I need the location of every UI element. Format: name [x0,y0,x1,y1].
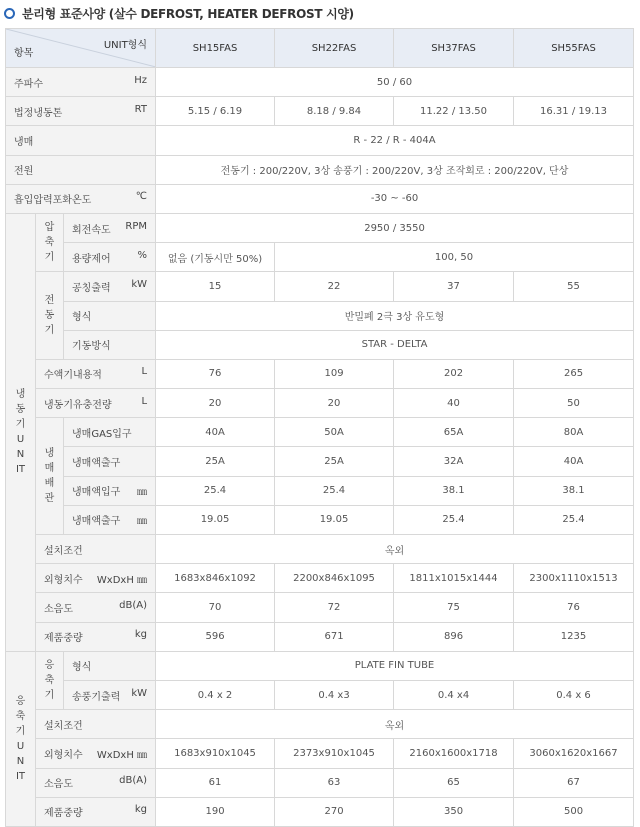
table-row [6,651,634,680]
cell-value: 76 [514,593,634,622]
cell-value: 671 [275,622,394,651]
group-label-motor: 전동기 [36,272,64,360]
cell-value: 0.4 x4 [394,680,514,709]
table-row [6,710,634,739]
cell-value: 19.05 [275,505,394,534]
table-row [6,535,634,564]
table-row [6,768,634,797]
cell-value: 1683x846x1092 [156,564,275,593]
cell-value: 25A [275,447,394,476]
table-row [6,330,634,359]
cell-value: 3060x1620x1667 [514,739,634,768]
cell-value: 1811x1015x1444 [394,564,514,593]
cell-value: 25.4 [394,505,514,534]
table-row [6,505,634,534]
row-label: 법정냉동톤 RT [6,97,156,126]
row-label: 외형치수 WxDxH ㎜ [36,739,156,768]
cell-value: 15 [156,272,275,301]
cell-value: 75 [394,593,514,622]
row-label: 송풍기출력 kW [64,680,156,709]
table-row [6,97,634,126]
cell-value: 5.15 / 6.19 [156,97,275,126]
cell-value: 25.4 [156,476,275,505]
cell-value: 25.4 [514,505,634,534]
cell-value: 25.4 [275,476,394,505]
circle-bullet-icon [4,8,15,19]
cell-value: 40 [394,389,514,418]
row-label: 냉매액입구 ㎜ [64,476,156,505]
table-row [6,418,634,447]
row-label: 제품중량 kg [36,622,156,651]
row-label: 냉매액출구 ㎜ [64,505,156,534]
row-label: 설치조건 [36,535,156,564]
unit-type-label: UNIT형식 [103,40,148,51]
section-title [4,3,354,23]
table-row [6,476,634,505]
cell-value: 8.18 / 9.84 [275,97,394,126]
cell-value: 1235 [514,622,634,651]
section-title-text: 분리형 표준사양 (살수 DEFROST, HEATER DEFROST 시양) [22,6,354,21]
cell-value: 옥외 [156,710,634,739]
row-label: 냉매 [6,126,156,155]
item-label: 항목 [14,48,34,59]
cell-value: 37 [394,272,514,301]
table-row [6,739,634,768]
row-label: 흡입압력포화온도 ℃ [6,184,156,213]
table-row [6,213,634,242]
cell-value: 20 [156,389,275,418]
table-row [6,797,634,826]
cell-value: 22 [275,272,394,301]
table-row [6,447,634,476]
table-row [6,564,634,593]
cell-value: -30 ~ -60 [156,184,634,213]
cell-value: 190 [156,797,275,826]
cell-value: 270 [275,797,394,826]
cell-value: 50 / 60 [156,68,634,97]
cell-value: 265 [514,359,634,388]
header-diagonal-cell [6,29,156,68]
cell-value: PLATE FIN TUBE [156,651,634,680]
cell-value: 38.1 [514,476,634,505]
row-label: 냉동기유충전량 L [36,389,156,418]
cell-value: 350 [394,797,514,826]
table-row [6,272,634,301]
cell-value: 38.1 [394,476,514,505]
cell-value: 32A [394,447,514,476]
model-header: SH22FAS [275,29,394,68]
cell-value: 11.22 / 13.50 [394,97,514,126]
cell-value: 40A [156,418,275,447]
table-row [6,622,634,651]
cell-value: 596 [156,622,275,651]
group-label-cond-unit: 냉동기UNIT [6,213,36,651]
cell-value: 전동기 : 200/220V, 3상 송풍기 : 200/220V, 3상 조작회로 : 200/220V, 단상 [156,155,634,184]
cell-value: 2300x1110x1513 [514,564,634,593]
row-label: 외형치수 WxDxH ㎜ [36,564,156,593]
row-label: 공칭출력 kW [64,272,156,301]
table-row [6,184,634,213]
table-row [6,680,634,709]
cell-value: 100, 50 [275,243,634,272]
cell-value: 55 [514,272,634,301]
row-label: 소음도 dB(A) [36,768,156,797]
cell-value: 2200x846x1095 [275,564,394,593]
cell-value: 2373x910x1045 [275,739,394,768]
cell-value: 72 [275,593,394,622]
model-header: SH15FAS [156,29,275,68]
row-label: 형식 [64,651,156,680]
row-label: 회전속도 RPM [64,213,156,242]
cell-value: 옥외 [156,535,634,564]
row-label: 냉매GAS입구 [64,418,156,447]
row-label: 형식 [64,301,156,330]
model-header: SH37FAS [394,29,514,68]
cell-value: 500 [514,797,634,826]
cell-value: 896 [394,622,514,651]
cell-value: 61 [156,768,275,797]
table-row [6,301,634,330]
table-header-row [6,29,634,68]
row-label: 제품중량 kg [36,797,156,826]
cell-value: 16.31 / 19.13 [514,97,634,126]
row-label: 전원 [6,155,156,184]
cell-value: 50A [275,418,394,447]
cell-value: 40A [514,447,634,476]
cell-value: 25A [156,447,275,476]
cell-value: 0.4 x3 [275,680,394,709]
cell-value: 2160x1600x1718 [394,739,514,768]
group-label-coil: 응축기 [36,651,64,709]
table-row [6,593,634,622]
table-row [6,126,634,155]
cell-value: 109 [275,359,394,388]
cell-value: 50 [514,389,634,418]
table-row [6,389,634,418]
cell-value: 반밀폐 2극 3상 유도형 [156,301,634,330]
cell-value: 0.4 x 2 [156,680,275,709]
table-row [6,155,634,184]
row-label: 냉매액출구 [64,447,156,476]
spec-table [5,28,634,827]
cell-value: 202 [394,359,514,388]
table-row [6,68,634,97]
cell-value: 1683x910x1045 [156,739,275,768]
table-row [6,243,634,272]
row-label: 기동방식 [64,330,156,359]
cell-value: 65 [394,768,514,797]
table-row [6,359,634,388]
model-header: SH55FAS [514,29,634,68]
row-label: 수액기내용적 L [36,359,156,388]
cell-value: 없음 (기동시만 50%) [156,243,275,272]
row-label: 주파수 Hz [6,68,156,97]
cell-value: 63 [275,768,394,797]
cell-value: 76 [156,359,275,388]
row-label: 설치조건 [36,710,156,739]
group-label-compressor: 압축기 [36,213,64,271]
cell-value: STAR - DELTA [156,330,634,359]
row-label: 소음도 dB(A) [36,593,156,622]
cell-value: 67 [514,768,634,797]
cell-value: 2950 / 3550 [156,213,634,242]
cell-value: 65A [394,418,514,447]
cell-value: R - 22 / R - 404A [156,126,634,155]
cell-value: 19.05 [156,505,275,534]
group-label-evap-unit: 응축기UNIT [6,651,36,826]
cell-value: 0.4 x 6 [514,680,634,709]
group-label-piping: 냉매배관 [36,418,64,535]
cell-value: 70 [156,593,275,622]
row-label: 용량제어 % [64,243,156,272]
cell-value: 80A [514,418,634,447]
cell-value: 20 [275,389,394,418]
